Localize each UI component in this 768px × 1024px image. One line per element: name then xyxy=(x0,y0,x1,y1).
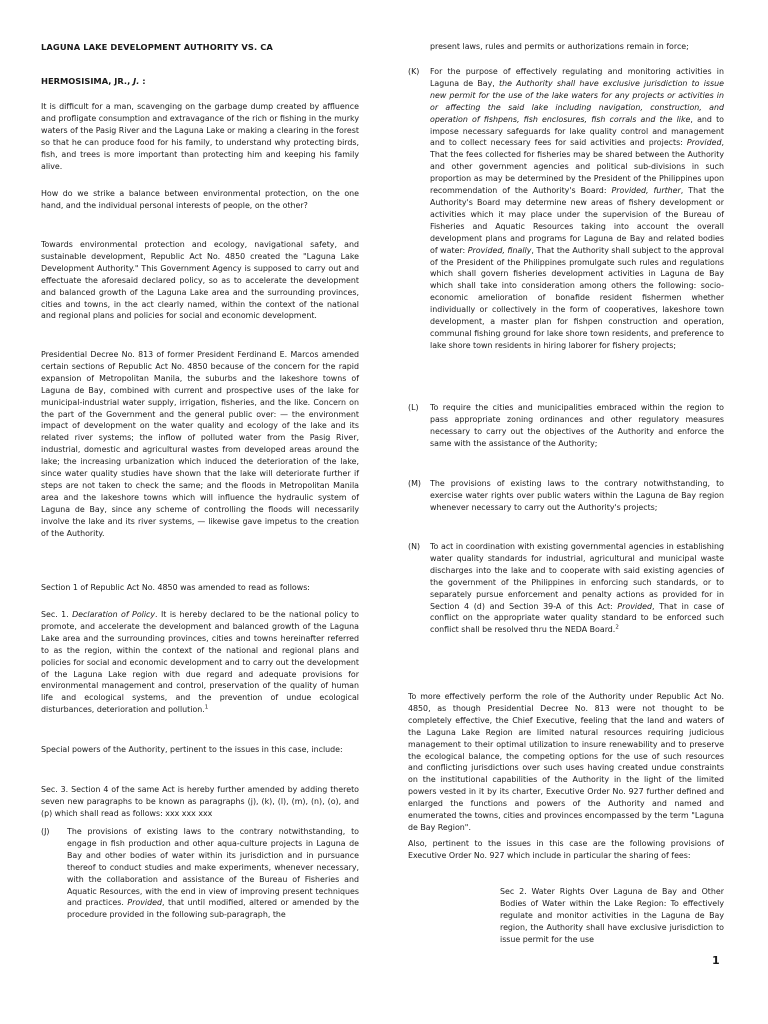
page-number: 1 xyxy=(712,954,720,967)
item-n-a: To act in coordination with existing governmental agencies in establishing water quality standards for industrial, agricultural and municipal waste discharges into the lake and to cooperate with said existing agencies of the government of the Philippines in enforcing such standards, or to separately pursue enforcement and penalty actions as provided for in Section 4 (d) and Section 39-A of this Act: xyxy=(430,542,724,611)
item-j-text-a: The provisions of existing laws to the contrary notwithstanding, to engage in fish production and other aqua-culture projects in Laguna de Bay and other bodies of water within its jurisdiction and in pursuance thereof to conduct studies and make experiments, whenever necessary, with the collaboration and assistance of the Bureau of Fisheries and Aquatic Resources, with the end in view of improving present techniques and practices. xyxy=(67,827,359,908)
paragraph-sec3: Sec. 3. Section 4 of the same Act is hereby further amended by adding thereto seven new paragraphs to be known as paragraphs (j), (k), (l), (m), (n), (o), and (p) which shall read as follows: xxx xxx xxx xyxy=(41,785,359,818)
paragraph-more-effectively: To more effectively perform the role of the Authority under Republic Act No. 4850, as though Presidential Decree No. 813 were not thought to be completely effective, the Chief Executive, feeling that the land and waters of the Laguna Lake Region are limited natural resources requiring judicious management to their optimal utilization to insure renewability and to preserve the ecological balance, the competing options for the use of such resources and conflicting jurisdictions over such uses having created undue constraints on the institutional capabilities of the Authority in the light of the limited powers vested in it by its charter, Executive Order No. 927 further defined and enlarged the functions and powers of the Authority and named and enumerated the towns, cities and provinces encompassed by the term "Laguna de Bay Region". xyxy=(408,692,724,832)
sec1-lead: Sec. 1. xyxy=(41,610,69,619)
footnote-2: 2 xyxy=(615,624,619,631)
item-j-label: (J) xyxy=(41,827,50,836)
paragraph-2: How do we strike a balance between environmental protection, on the one hand, and the individual personal interests of people, on the other? xyxy=(41,189,359,210)
paragraph-4: Presidential Decree No. 813 of former President Ferdinand E. Marcos amended certain sections of Republic Act No. 4850 because of the concern for the rapid expansion of Metropolitan Manila, the suburbs and the lakeshore towns of Laguna de Bay, combined with current and prospective uses of the lake for municipal-industrial water supply, irrigation, fisheries, and the like. Concern on the part of the Government and the general public over: — the environment impact of development on the water quality and ecology of the lake and its related river systems; the inflow of polluted water from the Pasig River, industrial, domestic and agricultural wastes from developed areas around the lake; the increasing urbanization which induced the deterioration of the lake, since water quality studies have shown that the lake will deteriorate further if steps are not taken to check the same; and the floods in Metropolitan Manila area and the lakeshore towns which will influence the hydraulic system of Laguna de Bay, since any scheme of controlling the floods will necessarily involve the lake and its river systems, — likewise gave impetus to the creation of the Authority. xyxy=(41,350,359,538)
item-m-label: (M) xyxy=(408,479,421,488)
item-k-a: For the purpose of effectively regulating and monitoring activities in Laguna de Bay, xyxy=(430,67,724,88)
paragraph-5: Section 1 of Republic Act No. 4850 was amended to read as follows: xyxy=(41,583,310,592)
item-k-i: , That the Authority shall subject to the approval of the President of the Philippines promulgate such rules and regulations which shall govern fisheries development activities in Laguna de Bay which shall take into consideration among others the following: socio-economic amelioration of bonafide resident fishermen whether individually or collectively in the form of cooperatives, lakeshore town development, a master plan for fishpen construction and operation, communal fishing ground for lake shore town residents, and preference to lake shore town residents in hiring laborer for fishery projects; xyxy=(430,245,724,350)
item-k-g: , That the Authority's Board may determine new areas of fishery development or activities which it may place under the supervision of the Bureau of Fisheries and Aquatic Resources taking into account the overall development plans and programs for Laguna de Bay and related bodies of water: xyxy=(430,186,724,255)
paragraph-special-powers: Special powers of the Authority, pertinent to the issues in this case, include: xyxy=(41,745,343,754)
item-m-text: The provisions of existing laws to the contrary notwithstanding, to exercise water rights over public waters within the Laguna de Bay region whenever necessary to carry out the Authority's projects; xyxy=(430,479,724,512)
sec1-heading: Declaration of Policy xyxy=(72,610,156,619)
paragraph-also-pertinent: Also, pertinent to the issues in this case are the following provisions of Executive Order No. 927 which include in particular the sharing of fees: xyxy=(408,839,724,860)
paragraph-sec2-quote: Sec 2. Water Rights Over Laguna de Bay and Other Bodies of Water within the Lake Region: To effectively regulate and monitor activities in the Laguna de Bay region, the Authority shall have exclusive jurisdiction to issue permit for the use xyxy=(500,887,724,944)
sec1-text: . It is hereby declared to be the national policy to promote, and accelerate the development and balanced growth of the Laguna Lake area and the surrounding provinces, cities and towns hereinafter referred to as the region, within the context of the national and regional plans and policies for social and economic development and to carry out the development of the Laguna Lake region with due regard and adequate provisions for environmental management and control, preservation of the quality of human life and ecological systems, and the prevention of undue ecological disturbances, deterioration and pollution. xyxy=(41,610,360,715)
item-j-provided: Provided xyxy=(127,898,162,908)
author-colon: : xyxy=(142,76,146,86)
item-k-text xyxy=(430,66,724,352)
item-k-label: (K) xyxy=(408,67,420,76)
item-n-label: (N) xyxy=(408,542,421,551)
item-k-provided: Provided xyxy=(686,138,722,148)
case-title: LAGUNA LAKE DEVELOPMENT AUTHORITY VS. CA xyxy=(41,42,273,52)
author-name: HERMOSISIMA, JR., xyxy=(41,76,131,86)
ponente xyxy=(41,76,146,88)
item-k-provided-finally: Provided, finally xyxy=(467,245,532,255)
item-n-c: , That in case of conflict on the appropriate water quality standard to be enforced such conflict shall be resolved thru the NEDA Board. xyxy=(430,601,724,635)
item-k-provided-further: Provided, further xyxy=(611,186,681,196)
footnote-1: 1 xyxy=(204,704,209,711)
item-j-text-b: , that until modified, altered or amended by the procedure provided in the following sub-paragraph, the xyxy=(67,898,359,920)
paragraph-1: It is difficult for a man, scavenging on the garbage dump created by affluence and profligate consumption and extravagance of the rich or fishing in the murky waters of the Pasig River and the Laguna Lake or making a clearing in the forest so that he can produce food for his family, to understand why protecting birds, fish, and trees is more important than protecting him and keeping his family alive. xyxy=(41,102,359,171)
item-n-text xyxy=(430,541,724,636)
item-l-label: (L) xyxy=(408,403,419,412)
author-suffix: J. xyxy=(133,76,140,86)
item-k-exclusive-jurisdiction: the Authority shall have exclusive jurisdiction to issue new permit for the use of the lake waters for any projects or activities in or affecting the said lake including navigation, construction, and operation of fishpens, fish enclosures, fish corrals and the like xyxy=(430,78,724,124)
item-n-provided: Provided xyxy=(617,601,652,611)
item-l-text: To require the cities and municipalities embraced within the region to pass appropriate zoning ordinances and other regulatory measures necessary to carry out the objectives of the Authority and enforce the same with the assistance of the Authority; xyxy=(430,403,724,448)
paragraph-sec1 xyxy=(41,609,359,716)
item-k-e: , That the fees collected for fisheries may be shared between the Authority and other government agencies and political sub-divisions in such proportion as may be determined by the President of the Philippines upon recommendation of the Authority's Board: xyxy=(430,138,724,196)
item-j-text xyxy=(67,826,359,921)
paragraph-3: Towards environmental protection and ecology, navigational safety, and sustainable development, Republic Act No. 4850 created the "Laguna Lake Development Authority." This Government Agency is supposed to carry out and effectuate the aforesaid declared policy, so as to accelerate the development and balanced growth of the Laguna Lake area and the surrounding provinces, cities and towns, in the act clearly named, within the context of the national and regional plans and policies for social and economic development. xyxy=(41,240,359,321)
continued-text: present laws, rules and permits or authorizations remain in force; xyxy=(430,42,689,51)
item-k-c: , and to impose necessary safeguards for lake quality control and management and to collect necessary fees for said activities and projects: xyxy=(430,114,724,148)
